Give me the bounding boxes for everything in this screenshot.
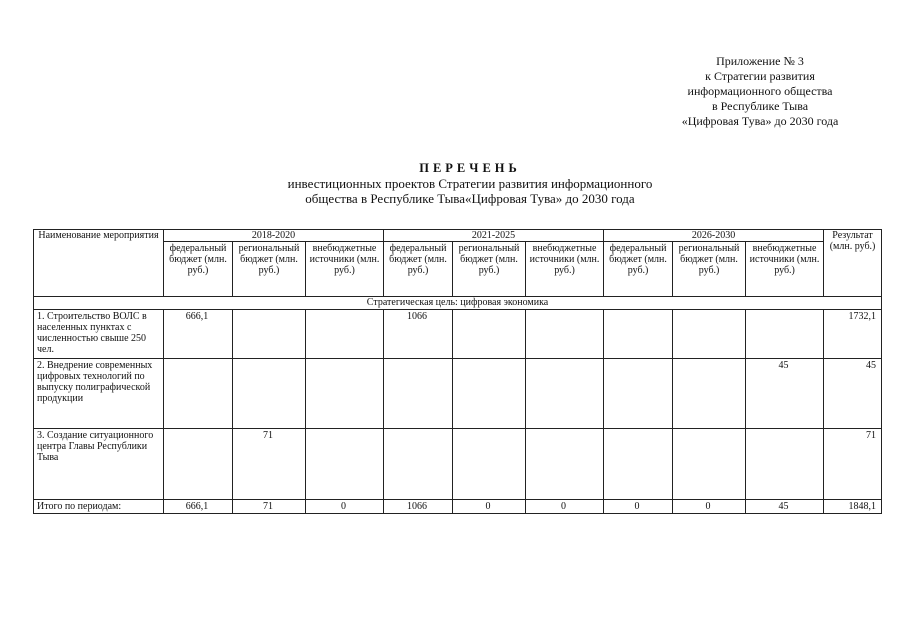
- cell-value: [673, 310, 746, 359]
- cell-value: [604, 310, 673, 359]
- header-federal: федеральный бюджет (млн. руб.): [164, 242, 233, 297]
- header-period: 2018-2020: [164, 230, 384, 242]
- header-period: 2026-2030: [604, 230, 824, 242]
- appendix-line: «Цифровая Тува» до 2030 года: [681, 114, 839, 128]
- cell-value: [526, 429, 604, 500]
- total-value: 1066: [384, 500, 453, 514]
- appendix-line: в Республике Тыва: [711, 99, 809, 113]
- cell-value: [673, 359, 746, 429]
- cell-result: 71: [824, 429, 882, 500]
- title-line: инвестиционных проектов Стратегии развития информационного: [287, 176, 653, 191]
- cell-value: [233, 359, 306, 429]
- appendix-line: к Стратегии развития: [705, 69, 815, 83]
- header-federal: федеральный бюджет (млн. руб.): [604, 242, 673, 297]
- cell-value: [604, 429, 673, 500]
- cell-value: [306, 310, 384, 359]
- cell-value: 1066: [384, 310, 453, 359]
- cell-value: [306, 359, 384, 429]
- projects-table: [33, 229, 882, 514]
- title-line: общества в Республике Тыва«Цифровая Тува» до 2030 года: [305, 191, 635, 206]
- table-row: [34, 359, 882, 429]
- cell-value: [164, 429, 233, 500]
- row-name: 3. Создание ситуационного центра Главы Республики Тыва: [34, 429, 164, 500]
- cell-value: [453, 310, 526, 359]
- cell-value: [453, 359, 526, 429]
- cell-value: [164, 359, 233, 429]
- cell-value: [306, 429, 384, 500]
- appendix-line: информационного общества: [687, 84, 833, 98]
- row-name: 1. Строительство ВОЛС в населенных пунктах с численностью свыше 250 чел.: [34, 310, 164, 359]
- appendix-block: [640, 54, 880, 129]
- cell-value: 666,1: [164, 310, 233, 359]
- header-result: Результат (млн. руб.): [824, 230, 882, 297]
- cell-result: 45: [824, 359, 882, 429]
- table-row: [34, 310, 882, 359]
- header-period: 2021-2025: [384, 230, 604, 242]
- cell-value: [746, 310, 824, 359]
- total-value: 0: [604, 500, 673, 514]
- header-federal: федеральный бюджет (млн. руб.): [384, 242, 453, 297]
- total-label: Итого по периодам:: [34, 500, 164, 514]
- cell-value: [453, 429, 526, 500]
- table-row: [34, 429, 882, 500]
- cell-value: [673, 429, 746, 500]
- strategic-goal: Стратегическая цель: цифровая экономика: [34, 297, 882, 310]
- header-regional: региональный бюджет (млн. руб.): [673, 242, 746, 297]
- cell-value: [526, 359, 604, 429]
- cell-value: [604, 359, 673, 429]
- row-name: 2. Внедрение современных цифровых технологий по выпуску полиграфической продукции: [34, 359, 164, 429]
- total-value: 0: [526, 500, 604, 514]
- total-value: 0: [673, 500, 746, 514]
- cell-value: [384, 429, 453, 500]
- total-result: 1848,1: [824, 500, 882, 514]
- cell-result: 1732,1: [824, 310, 882, 359]
- header-name: Наименование мероприятия: [34, 230, 164, 297]
- cell-value: [384, 359, 453, 429]
- cell-value: 45: [746, 359, 824, 429]
- appendix-line: Приложение № 3: [716, 54, 804, 68]
- cell-value: [233, 310, 306, 359]
- total-value: 0: [306, 500, 384, 514]
- header-extrabudget: внебюджетные источники (млн. руб.): [306, 242, 384, 297]
- total-value: 666,1: [164, 500, 233, 514]
- total-row: [34, 500, 882, 514]
- total-value: 0: [453, 500, 526, 514]
- title-heading: ПЕРЕЧЕНЬ: [419, 161, 521, 175]
- header-regional: региональный бюджет (млн. руб.): [453, 242, 526, 297]
- cell-value: 71: [233, 429, 306, 500]
- header-extrabudget: внебюджетные источники (млн. руб.): [526, 242, 604, 297]
- document-title: [200, 160, 740, 206]
- total-value: 45: [746, 500, 824, 514]
- header-regional: региональный бюджет (млн. руб.): [233, 242, 306, 297]
- total-value: 71: [233, 500, 306, 514]
- cell-value: [526, 310, 604, 359]
- header-extrabudget: внебюджетные источники (млн. руб.): [746, 242, 824, 297]
- cell-value: [746, 429, 824, 500]
